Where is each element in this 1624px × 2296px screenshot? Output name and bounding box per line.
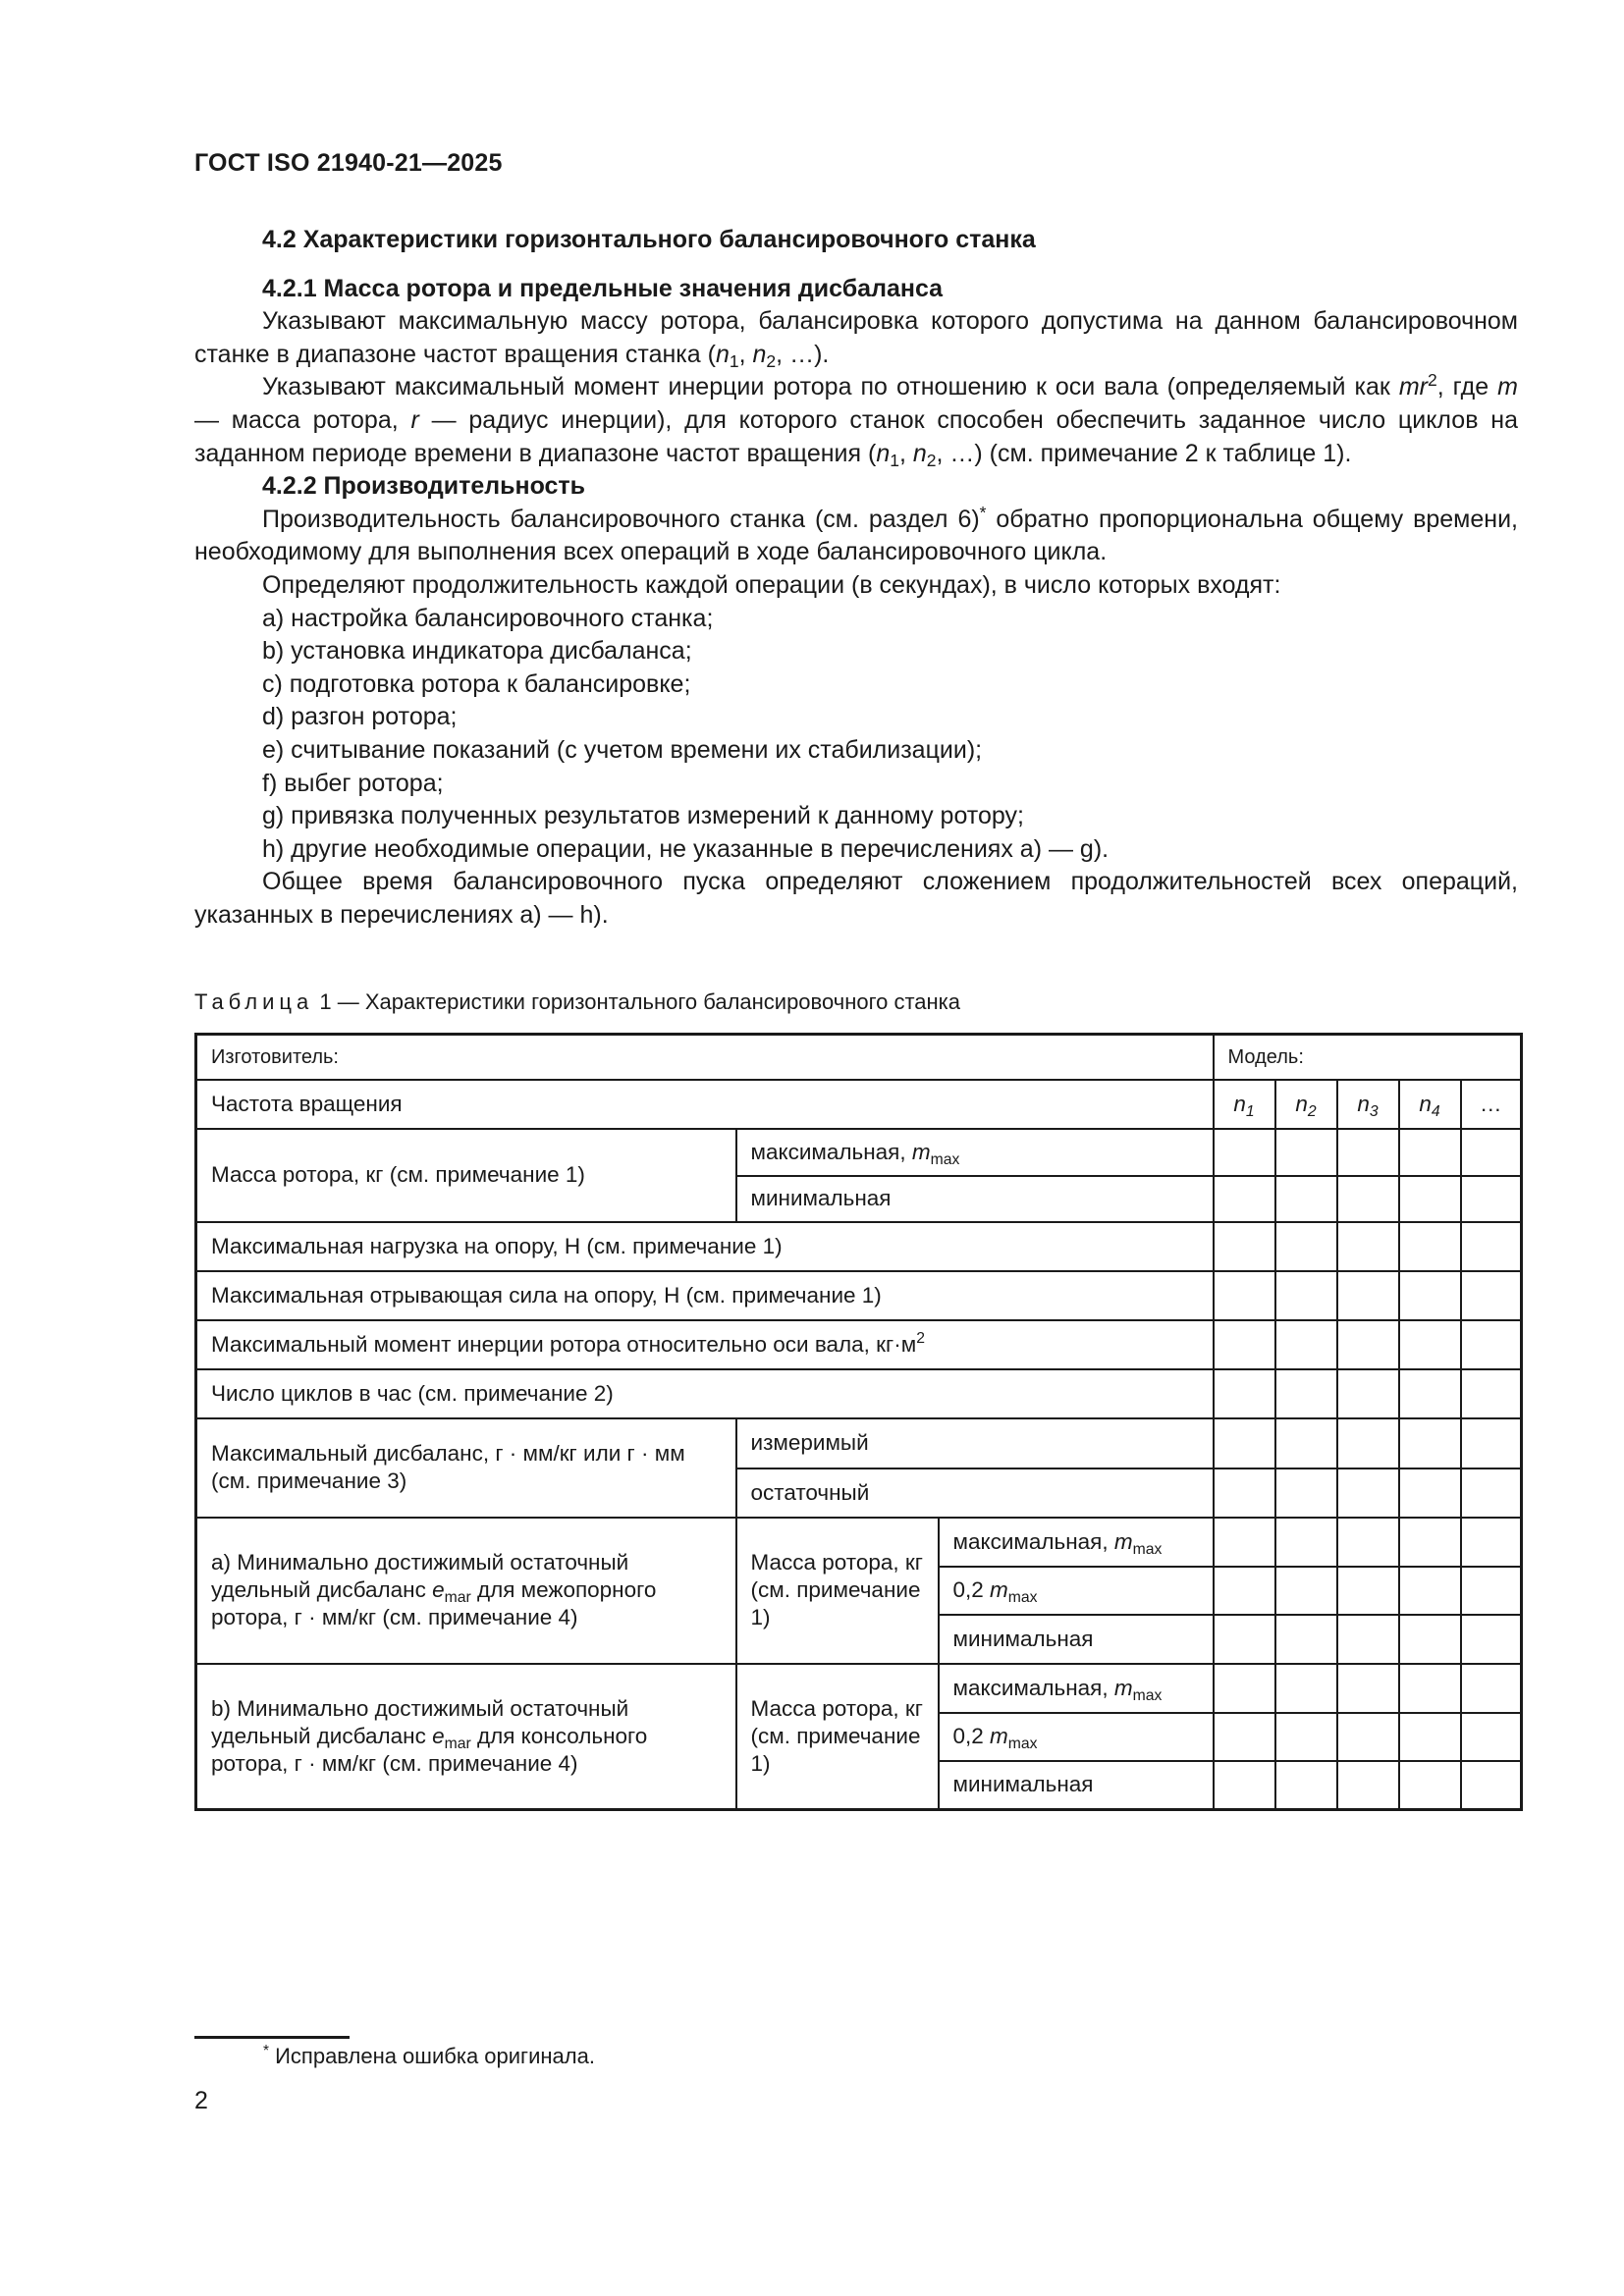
value-cell[interactable] xyxy=(1214,1271,1275,1320)
value-cell[interactable] xyxy=(1337,1468,1399,1518)
paragraph-operations: Определяют продолжительность каждой операции (в секундах), в число которых входят: xyxy=(262,570,1281,599)
value-cell[interactable] xyxy=(1275,1176,1337,1222)
value-cell[interactable] xyxy=(1461,1518,1522,1567)
row-b-description: b) Минимально достижимый остаточный удельный дисбаланс $e_{mar}$ для консольного ротора, г · мм/кг (см. примечание 4) xyxy=(196,1664,736,1810)
page-number: 2 xyxy=(194,2087,208,2114)
characteristics-table xyxy=(194,1033,1523,1811)
value-cell[interactable] xyxy=(1461,1176,1522,1222)
value-cell[interactable] xyxy=(1214,1567,1275,1615)
value-cell[interactable] xyxy=(1461,1615,1522,1664)
list-item: d) разгон ротора; xyxy=(262,703,458,731)
footnote-divider xyxy=(194,2036,350,2039)
value-cell[interactable] xyxy=(1214,1615,1275,1664)
value-cell[interactable] xyxy=(1399,1271,1461,1320)
table-caption: Таблица 1 — Характеристики горизонтального балансировочного станка xyxy=(194,989,961,1014)
value-cell[interactable] xyxy=(1275,1271,1337,1320)
value-cell[interactable] xyxy=(1214,1320,1275,1369)
list-item: g) привязка полученных результатов измерений к данному ротору; xyxy=(262,802,1024,830)
max-lift-force-cell: Максимальная отрывающая сила на опору, Н (см. примечание 1) xyxy=(196,1271,1214,1320)
footnote: * Исправлена ошибка оригинала. xyxy=(263,2043,595,2068)
subsection-title-4-2-1: 4.2.1 Масса ротора и предельные значения дисбаланса xyxy=(262,274,944,302)
value-cell[interactable] xyxy=(1214,1664,1275,1713)
value-cell[interactable] xyxy=(1337,1271,1399,1320)
value-cell[interactable] xyxy=(1214,1369,1275,1418)
freq-ellipsis: … xyxy=(1461,1080,1522,1129)
list-item: c) подготовка ротора к балансировке; xyxy=(262,669,691,698)
rotation-frequency-cell: Частота вращения xyxy=(196,1080,1214,1129)
value-cell[interactable] xyxy=(1399,1518,1461,1567)
value-cell[interactable] xyxy=(1214,1713,1275,1761)
section-title: 4.2 Характеристики горизонтального балансировочного станка xyxy=(262,226,1036,253)
value-cell[interactable] xyxy=(1461,1468,1522,1518)
freq-n3: $n_3$ xyxy=(1337,1080,1399,1129)
value-cell[interactable] xyxy=(1337,1713,1399,1761)
value-cell[interactable] xyxy=(1337,1369,1399,1418)
table-row xyxy=(196,1369,1522,1418)
value-cell[interactable] xyxy=(1275,1369,1337,1418)
freq-n2: $n_2$ xyxy=(1275,1080,1337,1129)
max-unbalance-cell: Максимальный дисбаланс, г · мм/кг или г · мм (см. примечание 3) xyxy=(196,1418,736,1518)
measurable-label: измеримый xyxy=(736,1418,1214,1468)
value-cell[interactable] xyxy=(1275,1222,1337,1271)
value-cell[interactable] xyxy=(1214,1129,1275,1176)
value-cell[interactable] xyxy=(1399,1615,1461,1664)
min-mass-label: минимальная xyxy=(939,1761,1214,1810)
table-row xyxy=(196,1222,1522,1271)
value-cell[interactable] xyxy=(1214,1176,1275,1222)
table-row xyxy=(196,1664,1522,1713)
value-cell[interactable] xyxy=(1399,1713,1461,1761)
value-cell[interactable] xyxy=(1399,1129,1461,1176)
residual-label: остаточный xyxy=(736,1468,1214,1518)
value-cell[interactable] xyxy=(1275,1468,1337,1518)
value-cell[interactable] xyxy=(1214,1761,1275,1810)
value-cell[interactable] xyxy=(1337,1320,1399,1369)
document-header: ГОСТ ISO 21940-21—2025 xyxy=(194,149,503,177)
value-cell[interactable] xyxy=(1275,1664,1337,1713)
list-item: h) другие необходимые операции, не указанные в перечислениях a) — g). xyxy=(262,834,1110,863)
value-cell[interactable] xyxy=(1337,1615,1399,1664)
table-row xyxy=(196,1080,1522,1129)
value-cell[interactable] xyxy=(1275,1567,1337,1615)
value-cell[interactable] xyxy=(1399,1664,1461,1713)
value-cell[interactable] xyxy=(1399,1761,1461,1810)
list-item: e) считывание показаний (с учетом времени их стабилизации); xyxy=(262,735,983,764)
rotor-mass-cell: Масса ротора, кг (см. примечание 1) xyxy=(196,1129,736,1222)
max-bearing-load-cell: Максимальная нагрузка на опору, Н (см. примечание 1) xyxy=(196,1222,1214,1271)
value-cell[interactable] xyxy=(1399,1176,1461,1222)
value-cell[interactable] xyxy=(1461,1271,1522,1320)
value-cell[interactable] xyxy=(1337,1761,1399,1810)
point-two-max-label: 0,2 $m_{max}$ xyxy=(939,1567,1214,1615)
value-cell[interactable] xyxy=(1461,1761,1522,1810)
min-mass-label: минимальная xyxy=(939,1615,1214,1664)
table-row xyxy=(196,1518,1522,1567)
row-a-rotor-mass: Масса ротора, кг (см. примечание 1) xyxy=(736,1518,939,1664)
paragraph-total-time: Общее время балансировочного пуска определяют сложением продолжительностей всех операций, указанных в перечислениях a) — h). xyxy=(194,868,1518,929)
value-cell[interactable] xyxy=(1214,1222,1275,1271)
value-cell[interactable] xyxy=(1275,1129,1337,1176)
point-two-max-label: 0,2 $m_{max}$ xyxy=(939,1713,1214,1761)
value-cell[interactable] xyxy=(1275,1320,1337,1369)
list-item: a) настройка балансировочного станка; xyxy=(262,604,714,632)
value-cell[interactable] xyxy=(1275,1713,1337,1761)
value-cell[interactable] xyxy=(1461,1418,1522,1468)
value-cell[interactable] xyxy=(1399,1418,1461,1468)
value-cell[interactable] xyxy=(1461,1369,1522,1418)
subsection-title-4-2-2: 4.2.2 Производительность xyxy=(262,472,586,501)
value-cell[interactable] xyxy=(1337,1129,1399,1176)
table-row xyxy=(196,1129,1522,1176)
freq-n4: $n_4$ xyxy=(1399,1080,1461,1129)
value-cell[interactable] xyxy=(1214,1418,1275,1468)
value-cell[interactable] xyxy=(1275,1418,1337,1468)
value-cell[interactable] xyxy=(1399,1369,1461,1418)
value-cell[interactable] xyxy=(1461,1713,1522,1761)
max-inertia-cell: Максимальный момент инерции ротора относительно оси вала, $кг\cdot м^2$ xyxy=(196,1320,1214,1369)
row-b-rotor-mass: Масса ротора, кг (см. примечание 1) xyxy=(736,1664,939,1810)
value-cell[interactable] xyxy=(1399,1222,1461,1271)
value-cell[interactable] xyxy=(1275,1518,1337,1567)
paragraph-productivity: Производительность балансировочного станка (см. раздел 6)* обратно пропорциональна общему времени, необходимому для выполнения всех операций в ходе балансировочного цикла. xyxy=(194,502,1518,566)
value-cell[interactable] xyxy=(1214,1518,1275,1567)
value-cell[interactable] xyxy=(1461,1664,1522,1713)
value-cell[interactable] xyxy=(1399,1320,1461,1369)
value-cell[interactable] xyxy=(1399,1468,1461,1518)
row-a-description: a) Минимально достижимый остаточный удельный дисбаланс $e_{mar}$ для межопорного ротора, г · мм/кг (см. примечание 4) xyxy=(196,1518,736,1664)
table-row xyxy=(196,1418,1522,1468)
max-mass-label: максимальная, $m_{max}$ xyxy=(736,1129,1214,1176)
body-text xyxy=(194,224,1518,932)
table-row xyxy=(196,1320,1522,1369)
table-row xyxy=(196,1035,1522,1080)
value-cell[interactable] xyxy=(1275,1615,1337,1664)
value-cell[interactable] xyxy=(1214,1468,1275,1518)
paragraph-max-inertia: Указывают максимальный момент инерции ротора по отношению к оси вала (определяемый как $mr^2$, где m — масса ротора, r — радиус инерции), для которого станок способен обеспечить заданное число циклов на заданном периоде времени в диапазоне частот вращения ($n_1$, $n_2$, …) (см. примечание 2 к таблице 1). xyxy=(194,370,1518,470)
value-cell[interactable] xyxy=(1337,1222,1399,1271)
paragraph-max-mass: Указывают максимальную массу ротора, балансировка которого допустима на данном балансировочном станке в диапазоне частот вращения станка ($n_1$, $n_2$, …). xyxy=(194,307,1518,371)
value-cell[interactable] xyxy=(1337,1567,1399,1615)
table-row xyxy=(196,1271,1522,1320)
value-cell[interactable] xyxy=(1461,1320,1522,1369)
model-cell: Модель: xyxy=(1214,1035,1522,1080)
value-cell[interactable] xyxy=(1461,1222,1522,1271)
cycles-per-hour-cell: Число циклов в час (см. примечание 2) xyxy=(196,1369,1214,1418)
max-mass-label: максимальная, $m_{max}$ xyxy=(939,1518,1214,1567)
list-item: f) выбег ротора; xyxy=(262,769,444,797)
value-cell[interactable] xyxy=(1399,1567,1461,1615)
value-cell[interactable] xyxy=(1337,1664,1399,1713)
freq-n1: $n_1$ xyxy=(1214,1080,1275,1129)
value-cell[interactable] xyxy=(1337,1418,1399,1468)
max-mass-label: максимальная, $m_{max}$ xyxy=(939,1664,1214,1713)
min-mass-label: минимальная xyxy=(736,1176,1214,1222)
value-cell[interactable] xyxy=(1461,1129,1522,1176)
value-cell[interactable] xyxy=(1337,1518,1399,1567)
list-item: b) установка индикатора дисбаланса; xyxy=(262,637,692,666)
value-cell[interactable] xyxy=(1275,1761,1337,1810)
manufacturer-cell: Изготовитель: xyxy=(196,1035,1214,1080)
value-cell[interactable] xyxy=(1461,1567,1522,1615)
value-cell[interactable] xyxy=(1337,1176,1399,1222)
